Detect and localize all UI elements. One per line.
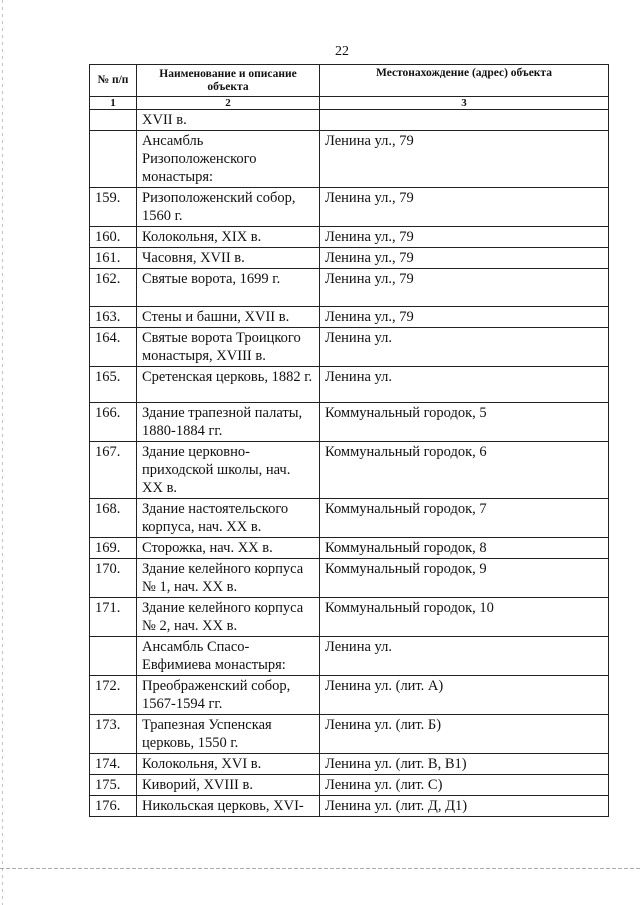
row-object-address: Ленина ул. (лит. Д, Д1) [320, 796, 609, 817]
row-object-name: Колокольня, XVI в. [137, 754, 320, 775]
row-object-address: Ленина ул., 79 [320, 248, 609, 269]
row-number: 172. [90, 676, 137, 715]
index-col-num: 1 [90, 97, 137, 110]
table-row [90, 715, 609, 754]
row-object-name: Здание церковно-приходской школы, нач. XX в. [137, 442, 320, 499]
table-row [90, 307, 609, 328]
row-object-name: Никольская церковь, XVI- [137, 796, 320, 817]
row-object-name: XVII в. [137, 110, 320, 131]
table-row [90, 110, 609, 131]
row-object-address: Ленина ул., 79 [320, 131, 609, 188]
row-object-address: Ленина ул. [320, 367, 609, 403]
row-object-address: Ленина ул. (лит. Б) [320, 715, 609, 754]
table-row [90, 754, 609, 775]
row-number: 160. [90, 227, 137, 248]
table-row [90, 269, 609, 307]
row-object-name: Ансамбль Спасо-Евфимиева монастыря: [137, 637, 320, 676]
row-object-name: Здание настоятельского корпуса, нач. XX в. [137, 499, 320, 538]
row-number: 162. [90, 269, 137, 307]
header-col-addr: Местонахождение (адрес) объекта [320, 65, 609, 97]
row-object-name: Стены и башни, XVII в. [137, 307, 320, 328]
row-object-address: Ленина ул., 79 [320, 269, 609, 307]
row-number: 168. [90, 499, 137, 538]
row-number: 170. [90, 559, 137, 598]
table-row [90, 499, 609, 538]
row-number: 173. [90, 715, 137, 754]
row-object-address [320, 110, 609, 131]
table-index-row [90, 97, 609, 110]
row-object-name: Колокольня, XIX в. [137, 227, 320, 248]
table-row [90, 796, 609, 817]
scan-bottom-edge [0, 868, 640, 869]
row-object-address: Ленина ул., 79 [320, 188, 609, 227]
index-col-name: 2 [137, 97, 320, 110]
row-object-address: Коммунальный городок, 8 [320, 538, 609, 559]
table-row [90, 248, 609, 269]
table-row [90, 637, 609, 676]
row-number [90, 110, 137, 131]
row-object-name: Часовня, XVII в. [137, 248, 320, 269]
header-col-num: № п/п [90, 65, 137, 97]
row-object-name: Святые ворота Троицкого монастыря, XVIII в. [137, 328, 320, 367]
row-number: 161. [90, 248, 137, 269]
table-row [90, 367, 609, 403]
table-row [90, 559, 609, 598]
row-object-name: Здание келейного корпуса № 1, нач. XX в. [137, 559, 320, 598]
table-row [90, 598, 609, 637]
row-number: 165. [90, 367, 137, 403]
scan-left-edge [2, 0, 3, 905]
row-number: 159. [90, 188, 137, 227]
row-object-name: Здание трапезной палаты, 1880-1884 гг. [137, 403, 320, 442]
row-object-name: Трапезная Успенская церковь, 1550 г. [137, 715, 320, 754]
table-row [90, 775, 609, 796]
row-number [90, 131, 137, 188]
row-number: 166. [90, 403, 137, 442]
table-row [90, 188, 609, 227]
table-row [90, 403, 609, 442]
row-object-address: Ленина ул., 79 [320, 307, 609, 328]
row-object-address: Коммунальный городок, 6 [320, 442, 609, 499]
row-object-name: Сторожка, нач. XX в. [137, 538, 320, 559]
row-object-name: Ансамбль Ризоположенского монастыря: [137, 131, 320, 188]
table-body [90, 110, 609, 817]
row-object-address: Коммунальный городок, 10 [320, 598, 609, 637]
row-object-address: Ленина ул. (лит. В, В1) [320, 754, 609, 775]
row-number: 163. [90, 307, 137, 328]
heritage-objects-table [89, 64, 609, 817]
row-object-address: Ленина ул. [320, 328, 609, 367]
index-col-addr: 3 [320, 97, 609, 110]
row-number: 176. [90, 796, 137, 817]
row-object-name: Киворий, XVIII в. [137, 775, 320, 796]
row-object-address: Ленина ул., 79 [320, 227, 609, 248]
row-object-address: Коммунальный городок, 9 [320, 559, 609, 598]
row-number: 174. [90, 754, 137, 775]
table-row [90, 131, 609, 188]
row-number [90, 637, 137, 676]
row-object-address: Коммунальный городок, 7 [320, 499, 609, 538]
header-col-name: Наименование и описание объекта [137, 65, 320, 97]
row-number: 167. [90, 442, 137, 499]
row-object-name: Святые ворота, 1699 г. [137, 269, 320, 307]
row-number: 175. [90, 775, 137, 796]
table-row [90, 328, 609, 367]
row-object-name: Сретенская церковь, 1882 г. [137, 367, 320, 403]
table-row [90, 538, 609, 559]
page-number: 22 [335, 44, 349, 59]
table-row [90, 676, 609, 715]
row-object-name: Преображенский собор, 1567-1594 гг. [137, 676, 320, 715]
row-object-address: Ленина ул. (лит. С) [320, 775, 609, 796]
table-header-row [90, 65, 609, 97]
row-object-name: Здание келейного корпуса № 2, нач. XX в. [137, 598, 320, 637]
row-object-address: Коммунальный городок, 5 [320, 403, 609, 442]
row-number: 169. [90, 538, 137, 559]
row-object-address: Ленина ул. [320, 637, 609, 676]
row-object-name: Ризоположенский собор, 1560 г. [137, 188, 320, 227]
row-object-address: Ленина ул. (лит. А) [320, 676, 609, 715]
table-row [90, 442, 609, 499]
row-number: 164. [90, 328, 137, 367]
row-number: 171. [90, 598, 137, 637]
table-row [90, 227, 609, 248]
